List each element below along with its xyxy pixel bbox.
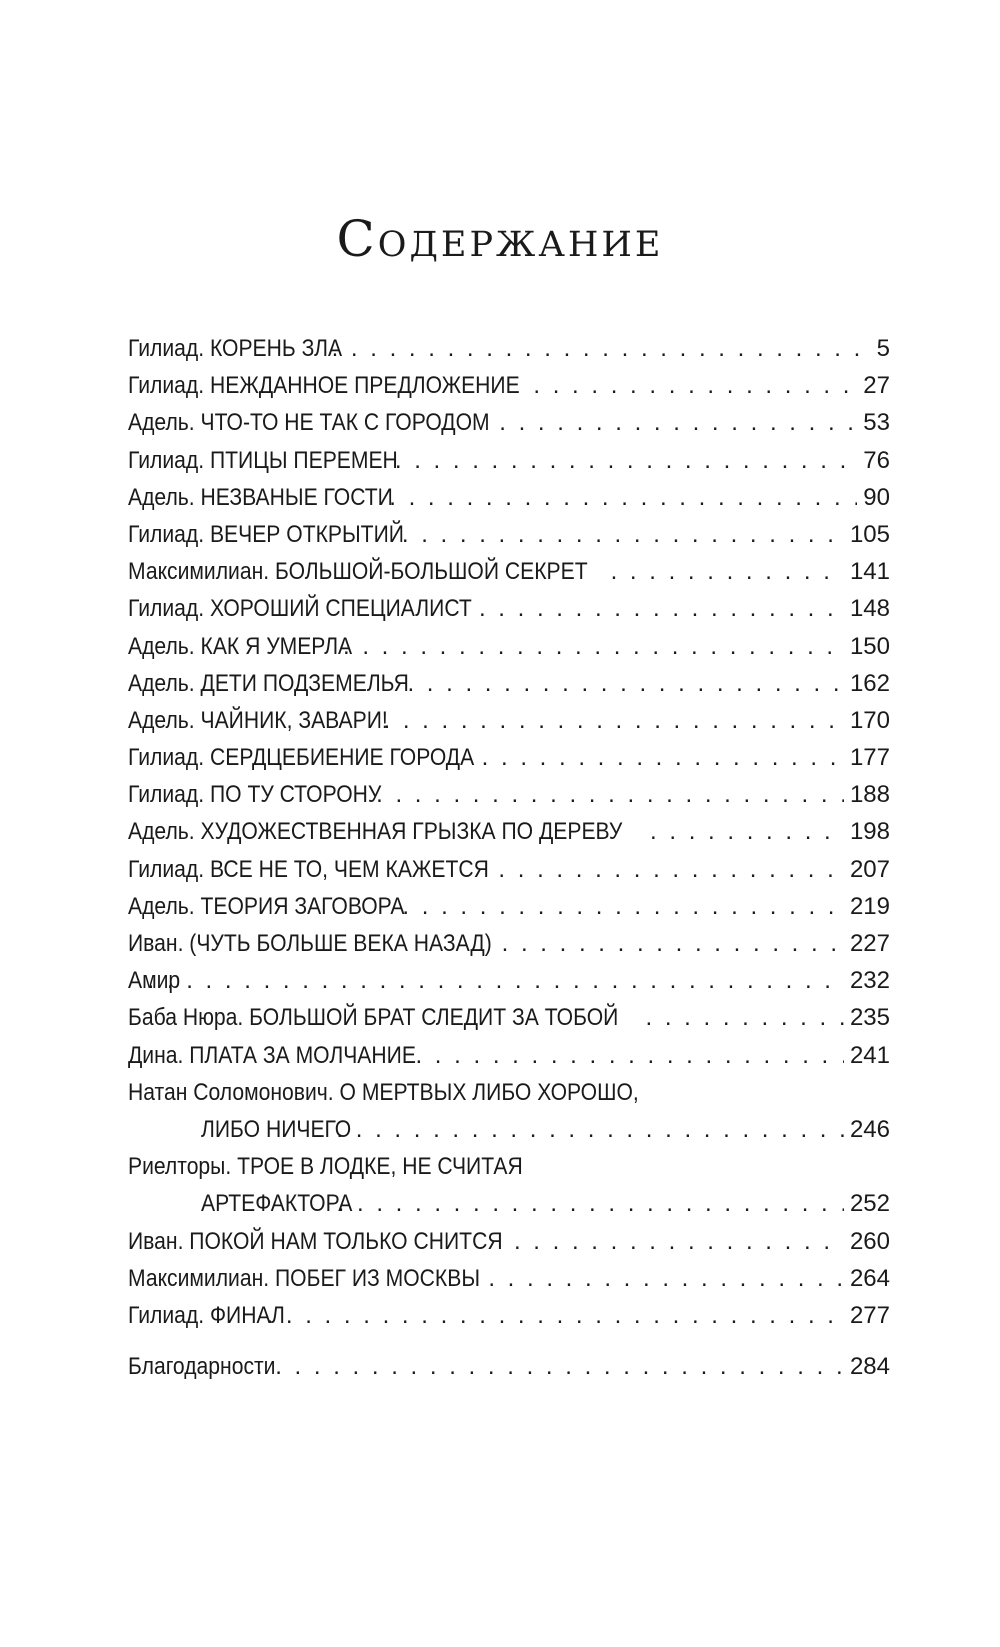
toc-page-number: 260 <box>849 1227 890 1255</box>
dot-leader <box>256 1348 844 1385</box>
toc-entry-title: Гилиад. СЕРДЦЕБИЕНИЕ ГОРОДА <box>128 744 475 772</box>
toc-entry-title: Адель. КАК Я УМЕРЛА <box>128 632 353 660</box>
toc-entry-title: Благодарности <box>128 1353 276 1381</box>
dot-leader <box>533 367 857 404</box>
toc-entry-title: Гилиад. КОРЕНЬ ЗЛА <box>128 335 343 362</box>
table-of-contents <box>128 330 890 1385</box>
toc-entry-continuation: АРТЕФАКТОРА <box>201 1190 353 1218</box>
dot-leader <box>499 404 857 441</box>
toc-page-number: 53 <box>863 409 890 437</box>
toc-entry <box>128 628 890 665</box>
toc-entry <box>128 1297 890 1334</box>
page-title: Содержание <box>336 210 664 268</box>
toc-page-number: 105 <box>849 520 890 548</box>
dot-leader <box>389 479 857 516</box>
toc-page-number: 277 <box>849 1301 890 1329</box>
toc-entry <box>128 516 890 553</box>
dot-leader <box>407 665 844 702</box>
toc-page-number: 177 <box>849 744 890 772</box>
toc-entry <box>128 1223 890 1260</box>
toc-page-number: 148 <box>849 595 890 623</box>
toc-entry <box>128 1111 890 1148</box>
toc-entry-line <box>128 1148 890 1185</box>
toc-page-number: 90 <box>863 483 890 511</box>
toc-entry-title: Натан Соломонович. О МЕРТВЫХ ЛИБО ХОРОШО, <box>128 1078 639 1106</box>
dot-leader <box>336 1111 844 1148</box>
toc-entry <box>128 479 890 516</box>
toc-entry <box>128 1260 890 1297</box>
dot-leader <box>384 702 844 739</box>
toc-entry-title: Гилиад. ПО ТУ СТОРОНУ <box>128 781 382 809</box>
toc-entry <box>128 888 890 925</box>
toc-entry <box>128 925 890 962</box>
dot-leader <box>332 330 871 367</box>
dot-leader <box>343 628 844 665</box>
toc-entry-title: Дина. ПЛАТА ЗА МОЛЧАНИЕ <box>128 1041 416 1069</box>
dot-leader <box>376 776 844 813</box>
toc-entry <box>128 590 890 627</box>
toc-entry-title: Адель. ТЕОРИЯ ЗАГОВОРА <box>128 892 405 920</box>
dot-leader <box>338 1185 844 1222</box>
toc-entry-title: Гилиад. ПТИЦЫ ПЕРЕМЕН <box>128 446 398 474</box>
toc-page-number: 207 <box>849 855 890 883</box>
toc-entry <box>128 553 890 590</box>
toc-page-number: 162 <box>849 669 890 697</box>
toc-entry <box>128 1037 890 1074</box>
toc-page-number: 27 <box>863 372 890 400</box>
toc-entry-title: Иван. (ЧУТЬ БОЛЬШЕ ВЕКА НАЗАД) <box>128 930 492 957</box>
toc-page-number: 219 <box>849 892 890 920</box>
toc-entry-title: Иван. ПОКОЙ НАМ ТОЛЬКО СНИТСЯ <box>128 1227 503 1255</box>
dot-leader <box>611 553 844 590</box>
toc-entry <box>128 442 890 479</box>
toc-entry-line <box>128 1074 890 1111</box>
toc-page-number: 150 <box>849 632 890 660</box>
toc-page-number: 241 <box>849 1041 890 1069</box>
dot-leader <box>488 1260 844 1297</box>
toc-entry-title: Баба Нюра. БОЛЬШОЙ БРАТ СЛЕДИТ ЗА ТОБОЙ <box>128 1004 619 1032</box>
toc-page-number: 188 <box>849 781 890 809</box>
toc-entry <box>128 1185 890 1222</box>
toc-page-number: 5 <box>876 335 890 362</box>
dot-leader <box>479 590 844 627</box>
toc-page-number: 227 <box>849 930 890 957</box>
dot-leader <box>402 888 844 925</box>
toc-entry <box>128 1348 890 1385</box>
toc-entry-title: Адель. НЕЗВАНЫЕ ГОСТИ <box>128 483 393 511</box>
toc-page-number: 76 <box>863 446 890 474</box>
toc-entry <box>128 776 890 813</box>
dot-leader <box>502 925 844 962</box>
toc-page-number: 235 <box>849 1004 890 1032</box>
toc-entry-title: Адель. ДЕТИ ПОДЗЕМЕЛЬЯ <box>128 669 409 697</box>
toc-entry <box>128 851 890 888</box>
toc-entry-title: Гилиад. ВСЕ НЕ ТО, ЧЕМ КАЖЕТСЯ <box>128 855 489 883</box>
toc-page-number: 232 <box>849 967 890 995</box>
toc-entry-title: Гилиад. ФИНАЛ <box>128 1301 285 1329</box>
toc-entry-title: Максимилиан. ПОБЕГ ИЗ МОСКВЫ <box>128 1264 481 1292</box>
toc-entry-title: Гилиад. ХОРОШИЙ СПЕЦИАЛИСТ <box>128 595 472 623</box>
toc-page-number: 198 <box>849 818 890 846</box>
dot-leader <box>514 1223 844 1260</box>
toc-entry <box>128 665 890 702</box>
dot-leader <box>645 999 843 1036</box>
dot-leader <box>267 1297 844 1334</box>
dot-leader <box>415 1037 843 1074</box>
toc-entry <box>128 813 890 850</box>
toc-entry-title: Адель. ХУДОЖЕСТВЕННАЯ ГРЫЗКА ПО ДЕРЕВУ <box>128 818 623 846</box>
toc-entry-title: Гилиад. ВЕЧЕР ОТКРЫТИЙ <box>128 520 404 548</box>
toc-page-number: 252 <box>849 1190 890 1218</box>
toc-entry <box>128 367 890 404</box>
toc-entry-title: Адель. ЧАЙНИК, ЗАВАРИ! <box>128 706 388 734</box>
toc-entry-continuation: ЛИБО НИЧЕГО <box>201 1115 352 1143</box>
toc-entry-title: Адель. ЧТО-ТО НЕ ТАК С ГОРОДОМ <box>128 409 490 437</box>
toc-entry-title: Гилиад. НЕЖДАННОЕ ПРЕДЛОЖЕНИЕ <box>128 372 520 400</box>
toc-entry <box>128 404 890 441</box>
dot-leader <box>395 442 857 479</box>
toc-page-number: 246 <box>849 1115 890 1143</box>
toc-entry <box>128 330 890 367</box>
toc-entry-title: Риелторы. ТРОЕ В ЛОДКЕ, НЕ СЧИТАЯ <box>128 1153 523 1181</box>
dot-leader <box>402 516 844 553</box>
toc-entry <box>128 702 890 739</box>
dot-leader <box>148 962 844 999</box>
dot-leader <box>482 739 844 776</box>
toc-entry-title: Максимилиан. БОЛЬШОЙ-БОЛЬШОЙ СЕКРЕТ <box>128 558 588 586</box>
toc-page-number: 141 <box>849 558 890 586</box>
toc-page-number: 264 <box>849 1264 890 1292</box>
dot-leader <box>650 813 844 850</box>
toc-page-number: 284 <box>849 1353 890 1381</box>
toc-entry <box>128 999 890 1036</box>
toc-entry <box>128 739 890 776</box>
toc-entry <box>128 962 890 999</box>
toc-entry-title: Амир <box>128 967 181 995</box>
dot-leader <box>498 851 844 888</box>
toc-page-number: 170 <box>849 706 890 734</box>
